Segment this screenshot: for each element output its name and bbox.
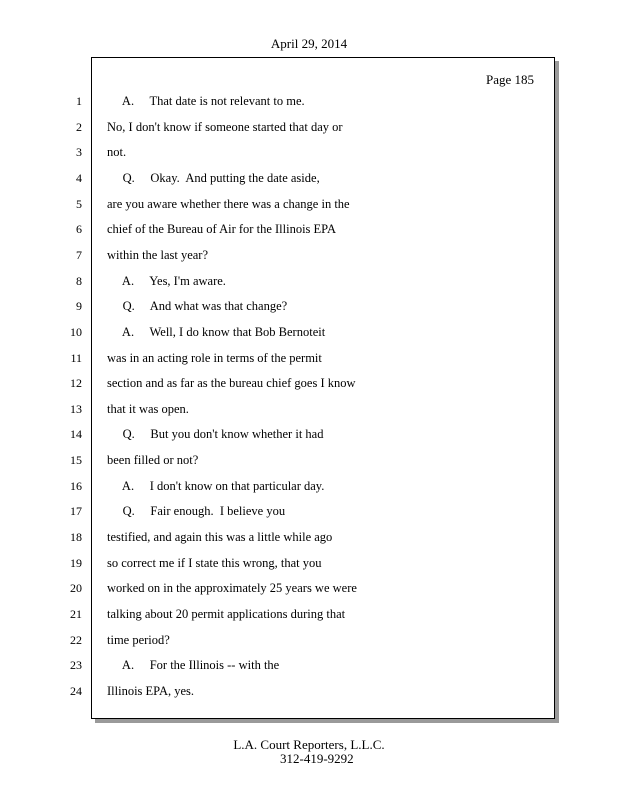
line-number: 11 — [70, 351, 82, 365]
line-number: 12 — [70, 376, 82, 390]
line-number: 3 — [76, 145, 82, 159]
line-number: 8 — [76, 274, 82, 288]
reporter-phone: 312-419-9292 — [280, 751, 354, 766]
transcript-line: are you aware whether there was a change in the — [107, 197, 350, 211]
line-number: 13 — [70, 402, 82, 416]
transcript-line: A. That date is not relevant to me. — [107, 94, 305, 108]
transcript-line: Q. And what was that change? — [107, 299, 288, 313]
line-number: 1 — [76, 94, 82, 108]
line-number: 18 — [70, 530, 82, 544]
transcript-line: Q. Okay. And putting the date aside, — [107, 171, 320, 185]
transcript-line: Q. But you don't know whether it had — [107, 427, 324, 441]
line-number: 17 — [70, 504, 82, 518]
line-number: 2 — [76, 120, 82, 134]
line-number: 16 — [70, 479, 82, 493]
transcript-line: testified, and again this was a little while ago — [107, 530, 333, 544]
transcript-line: not. — [107, 145, 127, 159]
line-number: 23 — [70, 658, 82, 672]
transcript-line: Illinois EPA, yes. — [107, 684, 195, 698]
transcript-line: been filled or not? — [107, 453, 199, 467]
transcript-line: time period? — [107, 633, 170, 647]
line-number: 6 — [76, 222, 82, 236]
line-number: 5 — [76, 197, 82, 211]
reporter-company: L.A. Court Reporters, L.L.C. — [233, 737, 385, 752]
line-number: 9 — [76, 299, 82, 313]
transcript-date: April 29, 2014 — [270, 36, 348, 51]
line-number: 10 — [70, 325, 82, 339]
line-number: 14 — [70, 427, 82, 441]
transcript-line: No, I don't know if someone started that day or — [107, 120, 343, 134]
transcript-line: talking about 20 permit applications during that — [107, 607, 346, 621]
line-number: 22 — [70, 633, 82, 647]
page-number: Page 185 — [485, 72, 534, 87]
transcript-line: was in an acting role in terms of the permit — [107, 351, 322, 365]
transcript-line: that it was open. — [107, 402, 189, 416]
transcript-line: Q. Fair enough. I believe you — [107, 504, 286, 518]
line-number: 20 — [70, 581, 82, 595]
transcript-line: A. For the Illinois -- with the — [107, 658, 280, 672]
transcript-line: chief of the Bureau of Air for the Illinois EPA — [107, 222, 337, 236]
transcript-line: within the last year? — [107, 248, 209, 262]
line-number: 4 — [76, 171, 82, 185]
transcript-line: worked on in the approximately 25 years we were — [107, 581, 357, 595]
line-number: 7 — [76, 248, 82, 262]
transcript-line: A. Yes, I'm aware. — [107, 274, 226, 288]
line-number: 15 — [70, 453, 82, 467]
line-number: 19 — [70, 556, 82, 570]
transcript-line: so correct me if I state this wrong, that you — [107, 556, 322, 570]
transcript-line: A. Well, I do know that Bob Bernoteit — [107, 325, 326, 339]
transcript-line: A. I don't know on that particular day. — [107, 479, 325, 493]
line-number: 21 — [70, 607, 82, 621]
line-number: 24 — [70, 684, 82, 698]
transcript-line: section and as far as the bureau chief goes I know — [107, 376, 356, 390]
